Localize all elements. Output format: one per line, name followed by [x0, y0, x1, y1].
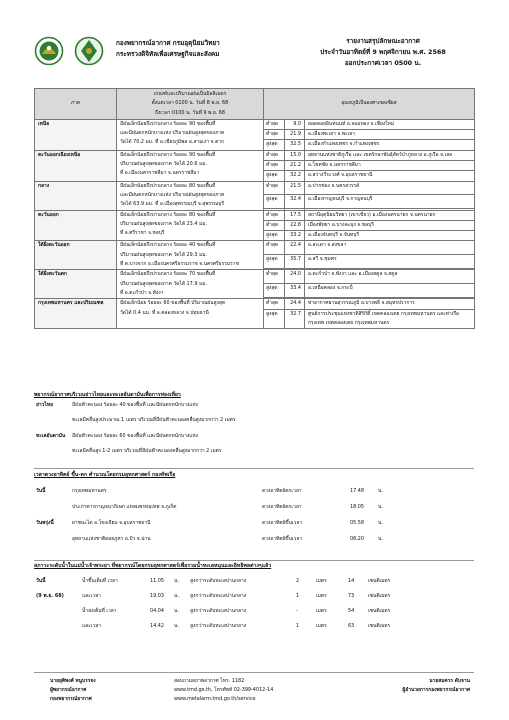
tide-u: น.: [174, 623, 179, 629]
rain-line: มีฝนเล็กน้อยถึงปานกลาง ร้อยละ 90 ของพื้นที่: [120, 120, 216, 127]
tide-row: [34, 621, 474, 631]
weather-table: [34, 88, 475, 329]
temp-value: 32.2: [285, 171, 305, 181]
temp-label: สูงสุด: [264, 255, 285, 269]
tide-c: 54: [348, 608, 355, 614]
rain-cell: [117, 150, 264, 181]
sea-key: ทะเลอันดามัน: [36, 433, 66, 439]
tide-row: [34, 606, 474, 616]
rain-line: มีฝนเล็กน้อยถึงปานกลาง ร้อยละ 70 ของพื้นที่: [120, 271, 216, 278]
region-cell: ใต้ฝั่งตะวันตก: [35, 270, 117, 299]
temp-label: สูงสุด: [264, 284, 285, 298]
temp-label: ต่ำสุด: [264, 210, 285, 220]
sun-unit: น.: [378, 488, 383, 494]
sun-unit: น.: [378, 536, 383, 542]
tide-n: 1: [296, 623, 300, 629]
table-row: [35, 241, 475, 255]
temp-place: สถานีอุตุนิยมวิทยา (เขาเขียว) อ.เมืองนครนายก จ.นครนายก: [305, 210, 475, 220]
temp-label: ต่ำสุด: [264, 181, 285, 195]
sea-row: ทะเลมีคลื่นสูงประมาณ 1 เมตร บริเวณที่มีฝนฟ้าคะนองคลื่นสูงมากกว่า 2 เมตร: [72, 417, 236, 423]
rain-line: มีฝนเล็กน้อย ร้อยละ 60 ของพื้นที่ ปริมาณฝนสูงสุด: [120, 300, 226, 307]
tide-section: [34, 561, 474, 631]
dept-block: [116, 38, 220, 60]
temp-label: ต่ำสุด: [264, 150, 285, 160]
contact-phone: สอบถามสภาพอากาศ โทร. 1182: [174, 678, 245, 684]
sun-event: ดวงอาทิตย์ตกเวลา: [262, 504, 302, 510]
temp-label: สูงสุด: [264, 171, 285, 181]
tide-d: สูงกว่าระดับทะเลปานกลาง: [190, 578, 247, 584]
temp-label: ต่ำสุด: [264, 241, 285, 255]
sun-event: ดวงอาทิตย์ขึ้นเวลา: [262, 536, 303, 542]
temp-value: 33.2: [285, 231, 305, 241]
tide-m: เมตร: [316, 593, 327, 599]
sun-key: วันนี้: [36, 488, 46, 494]
rain-cell: [117, 241, 264, 270]
sea-forecast-section: [34, 390, 474, 456]
temp-place: เมืองพัทยา อ.บางละมุง จ.ชลบุรี: [305, 220, 475, 230]
tide-u: น.: [174, 593, 179, 599]
temp-place: อ.เมืองจันทบุรี จ.จันทบุรี: [305, 231, 475, 241]
tide-t: 11.05: [150, 578, 165, 584]
temp-value: 32.5: [285, 140, 305, 150]
forecaster-block: [50, 677, 96, 704]
tide-a: และเวลา: [82, 623, 101, 629]
forecaster-name: นายยุติพงศ์ หนูบรรจง: [50, 678, 96, 684]
temp-value: 32.7: [285, 309, 305, 329]
col-temp-header: อุณหภูมิเป็นองศาเซลเซียส: [264, 89, 475, 120]
tide-row: [34, 576, 474, 586]
rain-line: ที่ อ.ศรีราชา จ.ชลบุรี: [120, 230, 165, 237]
rain-line: ปริมาณฝนสูงสุดของภาค วัดได้ 20.6 มม.: [120, 161, 208, 168]
sea-title: พยากรณ์อากาศบริเวณอ่าวไทยและทะเลอันดามันเพื่อการท่องเที่ยว: [34, 392, 181, 398]
sun-time: 06.20: [350, 536, 365, 542]
temp-place: อ.เมืองพะเยา จ.พะเยา: [305, 130, 475, 140]
rain-cell: [117, 270, 264, 299]
tide-title: สภาวะระดับน้ำในแม่น้ำเจ้าพระยา ที่พยากรณ์โดยกรมอุทกศาสตร์เพื่อรวมน้ำทะเลหนุนและอิทธิพลต่างๆแล้ว: [34, 563, 272, 569]
region-cell: เหนือ: [35, 119, 117, 150]
tide-a: และเวลา: [82, 593, 101, 599]
temp-label: ต่ำสุด: [264, 119, 285, 129]
temp-place: ศูนย์การประชุมแห่งชาติสิริกิติ์ เขตคลองเตย กรุงเทพมหานคร และท่าเรือกรุงเทพ เขตคลองเตย กรุงเทพมหานคร: [305, 309, 475, 329]
temp-value: 22.4: [285, 241, 305, 255]
table-header-row: [35, 89, 475, 120]
rain-line: มีฝนเล็กน้อยถึงปานกลาง ร้อยละ 40 ของพื้นที่: [120, 242, 216, 249]
tide-a: น้ำขึ้นเต็มที่ เวลา: [82, 578, 118, 584]
sun-section: [34, 470, 474, 544]
tide-n: -: [296, 608, 298, 614]
temp-value: 24.0: [285, 270, 305, 284]
table-row: [35, 119, 475, 129]
region-cell: กรุงเทพมหานคร และปริมณฑล: [35, 299, 117, 329]
report-title-block: [298, 36, 468, 69]
col-region-header: ภาค: [35, 89, 117, 120]
report-date: ประจำวันอาทิตย์ที่ 9 พฤศจิกายน พ.ศ. 2568: [320, 48, 446, 56]
tide-a: น้ำลงเต็มที่ เวลา: [82, 608, 117, 614]
sun-place: อุทยานแห่งชาติดอยภูคา อ.ปัว จ.น่าน: [72, 536, 151, 542]
region-cell: ใต้ฝั่งตะวันออก: [35, 241, 117, 270]
tide-cu: เซนติเมตร: [368, 608, 391, 614]
rain-line: วัดได้ 63.9 มม. ที่ อ.เมืองสุพรรณบุรี จ.สุพรรณบุรี: [120, 201, 225, 208]
temp-place: อ.สวี จ.ชุมพร: [305, 255, 475, 269]
table-row: [35, 210, 475, 220]
rain-line: ที่ อ.ตะกั่วป่า จ.พังงา: [120, 289, 164, 296]
temp-value: 33.4: [285, 284, 305, 298]
temp-value: 35.7: [285, 255, 305, 269]
rain-line: มีฝนเล็กน้อยถึงปานกลาง ร้อยละ 90 ของพื้นที่: [120, 151, 216, 158]
sun-time: 18.05: [350, 504, 365, 510]
tide-key: (9 พ.ย. 68): [36, 593, 64, 599]
report-title: รายงานสรุปลักษณะอากาศ: [346, 37, 420, 45]
temp-value: 17.5: [285, 210, 305, 220]
temp-value: 21.9: [285, 130, 305, 140]
temp-value: 21.2: [285, 161, 305, 171]
report-header: [34, 34, 474, 86]
temp-place: อ.เหนือคลอง จ.กระบี่: [305, 284, 475, 298]
ministry-emblem-icon: [74, 35, 104, 67]
tide-u: น.: [174, 578, 179, 584]
temp-label: สูงสุด: [264, 309, 285, 329]
rain-line: ที่ ต.บางจาก อ.เมืองนครศรีธรรมราช จ.นครศรีธรรมราช: [120, 261, 239, 268]
sun-row: [34, 534, 474, 544]
temp-place: อ.สะเดา จ.สงขลา: [305, 241, 475, 255]
tide-m: เมตร: [316, 578, 327, 584]
temp-label: สูงสุด: [264, 195, 285, 209]
rain-cell: [117, 210, 264, 241]
contact-block: [174, 677, 273, 704]
rain-line: ปริมาณฝนสูงสุดของภาค วัดได้ 29.3 มม.: [120, 251, 208, 258]
sun-place: กรุงเทพมหานคร: [72, 488, 107, 494]
sun-time: 05.58: [350, 520, 365, 526]
temp-label: ต่ำสุด: [264, 299, 285, 309]
rain-line: และมีฝนตกหนักบางแห่ง ปริมาณฝนสูงสุดของภาค: [120, 130, 225, 137]
tide-cu: เซนติเมตร: [368, 578, 391, 584]
temp-value: 15.0: [285, 150, 305, 160]
table-body: [35, 119, 475, 328]
temp-label: ต่ำสุด: [264, 161, 285, 171]
temp-place: อ.โชคชัย จ.นครราชสีมา: [305, 161, 475, 171]
rain-cell: [117, 299, 264, 329]
temp-place: อ.ตะกั่วป่า จ.พังงา และ อ.เมืองสตูล จ.สตูล: [305, 270, 475, 284]
table-row: [35, 270, 475, 284]
rain-cell: [117, 119, 264, 150]
col-rain-header: เกณฑ์และปริมาณฝนเป็นมิลลิเมตร ตั้งแต่เวลา 0100 น. วันที่ 8 พ.ย. 68 ถึงเวลา 0100 น. วันที่ 9 พ.ย. 68: [117, 89, 264, 120]
temp-label: ต่ำสุด: [264, 270, 285, 284]
table-row: [35, 299, 475, 309]
temp-place: อ.สว่างวีระวงศ์ จ.อุบลราชธานี: [305, 171, 475, 181]
region-cell: กลาง: [35, 181, 117, 210]
temp-label: สูงสุด: [264, 231, 285, 241]
tmd-emblem-icon: [34, 35, 64, 67]
tide-c: 73: [348, 593, 355, 599]
divider: [34, 672, 474, 673]
rain-line: มีฝนเล็กน้อยถึงปานกลาง ร้อยละ 80 ของพื้นที่: [120, 182, 216, 189]
sun-place: ประภาคารกาญจนาภิเษก แหลมพรหมเทพ จ.ภูเก็ต: [72, 504, 177, 510]
rain-line: มีฝนเล็กน้อยถึงปานกลาง ร้อยละ 80 ของพื้นที่: [120, 211, 216, 218]
rain-line: ที่ อ.เมืองนครราชสีมา จ.นครราชสีมา: [120, 170, 200, 177]
sun-row: [34, 502, 474, 512]
director-role: ผู้อำนวยการกองพยากรณ์อากาศ: [402, 687, 470, 693]
sun-time: 17.48: [350, 488, 365, 494]
sea-row: ทะเลอันดามัน มีฝนฟ้าคะนอง ร้อยละ 60 ของพื้นที่ และมีฝนตกหนักบางแห่ง: [36, 433, 199, 439]
tide-row: [34, 591, 474, 601]
temp-place: อุทยานแห่งชาติภูเรือ และ เขตรักษาพันธุ์สัตว์ป่าภูหลวง อ.ภูเรือ จ.เลย: [305, 150, 475, 160]
region-cell: ตะวันออกเฉียงเหนือ: [35, 150, 117, 181]
temp-value: 32.4: [285, 195, 305, 209]
dept-name: กองพยากรณ์อากาศ กรมอุตุนิยมวิทยา: [116, 39, 220, 47]
sun-unit: น.: [378, 520, 383, 526]
temp-value: 24.4: [285, 299, 305, 309]
forecaster-role: ผู้พยากรณ์อากาศ: [50, 687, 87, 693]
tide-t: 19.03: [150, 593, 165, 599]
sun-event: ดวงอาทิตย์ขึ้นเวลา: [262, 520, 303, 526]
temp-value: 21.5: [285, 181, 305, 195]
temp-place: อ.ปากช่อง จ.นครสวรรค์: [305, 181, 475, 195]
temp-label: ต่ำสุด: [264, 220, 285, 230]
tide-m: เมตร: [316, 623, 327, 629]
contact-service[interactable]: www.metalarm.tmd.go.th/service: [174, 696, 256, 702]
sea-row: อ่าวไทย มีฝนฟ้าคะนอง ร้อยละ 40 ของพื้นที่ และมีฝนตกหนักบางแห่ง: [36, 402, 199, 408]
forecaster-dept: กองพยากรณ์อากาศ: [50, 696, 92, 702]
director-block: [402, 677, 470, 695]
director-name: นายสมควร ดับจาน: [429, 678, 470, 684]
tide-t: 14.42: [150, 623, 165, 629]
temp-place: ท่าอากาศยานสุวรรณภูมิ อ.บางพลี จ.สมุทรปราการ: [305, 299, 475, 309]
rain-line: และมีฝนตกหนักบางแห่ง ปริมาณฝนสูงสุดของภาค: [120, 191, 225, 198]
rain-cell: [117, 181, 264, 210]
divider: [34, 468, 474, 469]
table-row: [35, 150, 475, 160]
temp-place: ยอดดอยอินทนนท์ อ.จอมทอง จ.เชียงใหม่: [305, 119, 475, 129]
temp-place: อ.เมืองกำแพงเพชร จ.กำแพงเพชร: [305, 140, 475, 150]
contact-web[interactable]: www.tmd.go.th, โทรศัพท์ 02-399-4012-14: [174, 687, 274, 693]
tide-d: สูงกว่าระดับทะเลปานกลาง: [190, 608, 247, 614]
tide-cu: เซนติเมตร: [368, 593, 391, 599]
sun-place: ผาชนะได อ.โขงเจียม จ.อุบลราชธานี: [72, 520, 151, 526]
temp-label: สูงสุด: [264, 140, 285, 150]
tide-n: 2: [296, 578, 300, 584]
issue-time: ออกประกาศเวลา 0500 น.: [344, 59, 422, 67]
sun-row: [34, 486, 474, 496]
sea-row: ทะเลมีคลื่นสูง 1-2 เมตร บริเวณที่มีฝนฟ้าคะนองคลื่นสูงมากกว่า 2 เมตร: [72, 448, 222, 454]
rain-line: ปริมาณฝนสูงสุดของภาค วัดได้ 17.9 มม.: [120, 280, 208, 287]
sun-row: [34, 518, 474, 528]
tide-n: 1: [296, 593, 300, 599]
tide-d: สูงกว่าระดับทะเลปานกลาง: [190, 593, 247, 599]
temp-value: 9.0: [285, 119, 305, 129]
sun-unit: น.: [378, 504, 383, 510]
temp-place: อ.เมืองกาญจนบุรี จ.กาญจนบุรี: [305, 195, 475, 209]
sea-key: อ่าวไทย: [36, 402, 53, 408]
region-cell: ตะวันออก: [35, 210, 117, 241]
sun-key: วันพรุ่งนี้: [36, 520, 54, 526]
report-footer: [34, 677, 474, 705]
sun-event: ดวงอาทิตย์ตกเวลา: [262, 488, 302, 494]
tide-m: เมตร: [316, 608, 327, 614]
rain-line: วัดได้ 70.2 มม. ที่ อ.เชียงภูมิพล อ.สามเงา จ.ตาก: [120, 139, 224, 146]
ministry-name: กระทรวงดิจิทัลเพื่อเศรษฐกิจและสังคม: [116, 50, 220, 58]
table-row: [35, 181, 475, 195]
tide-u: น.: [174, 608, 179, 614]
temp-value: 22.8: [285, 220, 305, 230]
sun-title: เวลาดวงอาทิตย์ ขึ้น-ตก คำนวณโดยกรมอุทกศาสตร์ กองทัพเรือ: [34, 472, 176, 478]
temp-label: ต่ำสุด: [264, 130, 285, 140]
tide-cu: เซนติเมตร: [368, 623, 391, 629]
tide-d: สูงกว่าระดับทะเลปานกลาง: [190, 623, 247, 629]
tide-key: วันนี้: [36, 578, 46, 584]
tide-c: 63: [348, 623, 355, 629]
rain-line: ปริมาณฝนสูงสุดของภาค วัดได้ 23.4 มม.: [120, 220, 208, 227]
tide-c: 14: [348, 578, 355, 584]
tide-t: 04.04: [150, 608, 165, 614]
rain-line: วัดได้ 0.4 มม. ที่ อ.คลองหลวง จ.ปทุมธานี: [120, 309, 209, 316]
